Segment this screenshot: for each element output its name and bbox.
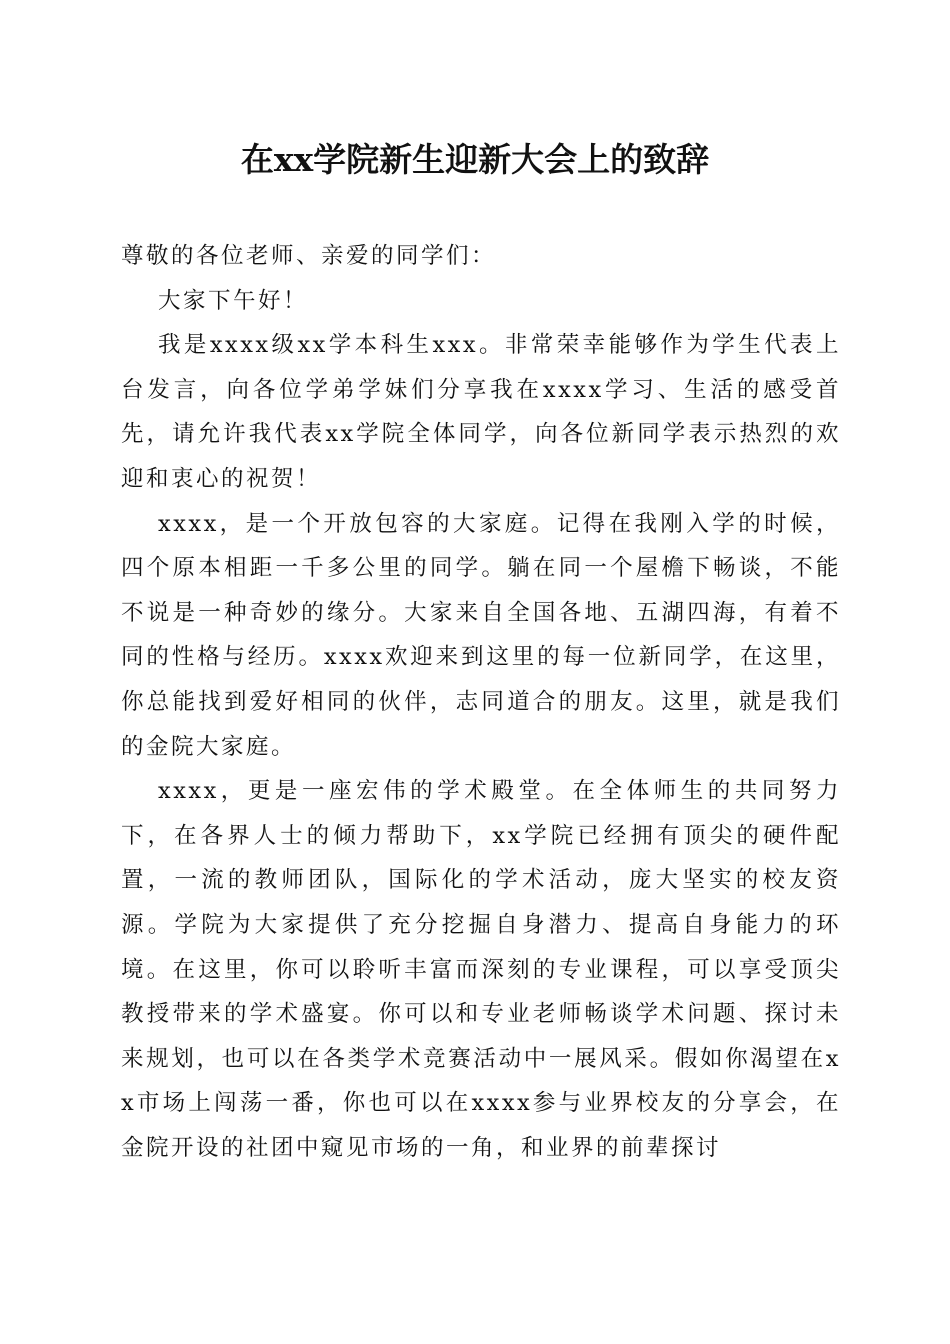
salutation: 尊敬的各位老师、亲爱的同学们：: [121, 243, 497, 269]
paragraph-introduction: 我是xxxx级xx学本科生xxx。非常荣幸能够作为学生代表上台发言，向各位学弟学妹们分享我在xxxx学习、生活的感受首先，请允许我代表xx学院全体同学，向各位新同学表示热烈的欢迎和衷心的祝贺！: [121, 332, 841, 492]
paragraph-family: xxxx，是一个开放包容的大家庭。记得在我刚入学的时候，四个原本相距一千多公里的同学。躺在同一个屋檐下畅谈，不能不说是一种奇妙的缘分。大家来自全国各地、五湖四海，有着不同的性格与经历。xxxx欢迎来到这里的每一位新同学，在这里，你总能找到爱好相同的伙伴，志同道合的朋友。这里，就是我们的金院大家庭。: [121, 510, 841, 760]
document-title: 在xx学院新生迎新大会上的致辞: [240, 140, 710, 179]
document-body: [121, 234, 841, 1170]
paragraph-greeting: 大家下午好！: [158, 287, 309, 314]
paragraph-academic: xxxx，更是一座宏伟的学术殿堂。在全体师生的共同努力下，在各界人士的倾力帮助下，xx学院已经拥有顶尖的硬件配置，一流的教师团队，国际化的学术活动，庞大坚实的校友资源。学院为大家提供了充分挖掘自身潜力、提高自身能力的环境。在这里，你可以聆听丰富而深刻的专业课程，可以享受顶尖教授带来的学术盛宴。你可以和专业老师畅谈学术问题、探讨未来规划，也可以在各类学术竞赛活动中一展风采。假如你渴望在xx市场上闯荡一番，你也可以在xxxx参与业界校友的分享会，在金院开设的社团中窥见市场的一角，和业界的前辈探讨: [121, 778, 841, 1161]
